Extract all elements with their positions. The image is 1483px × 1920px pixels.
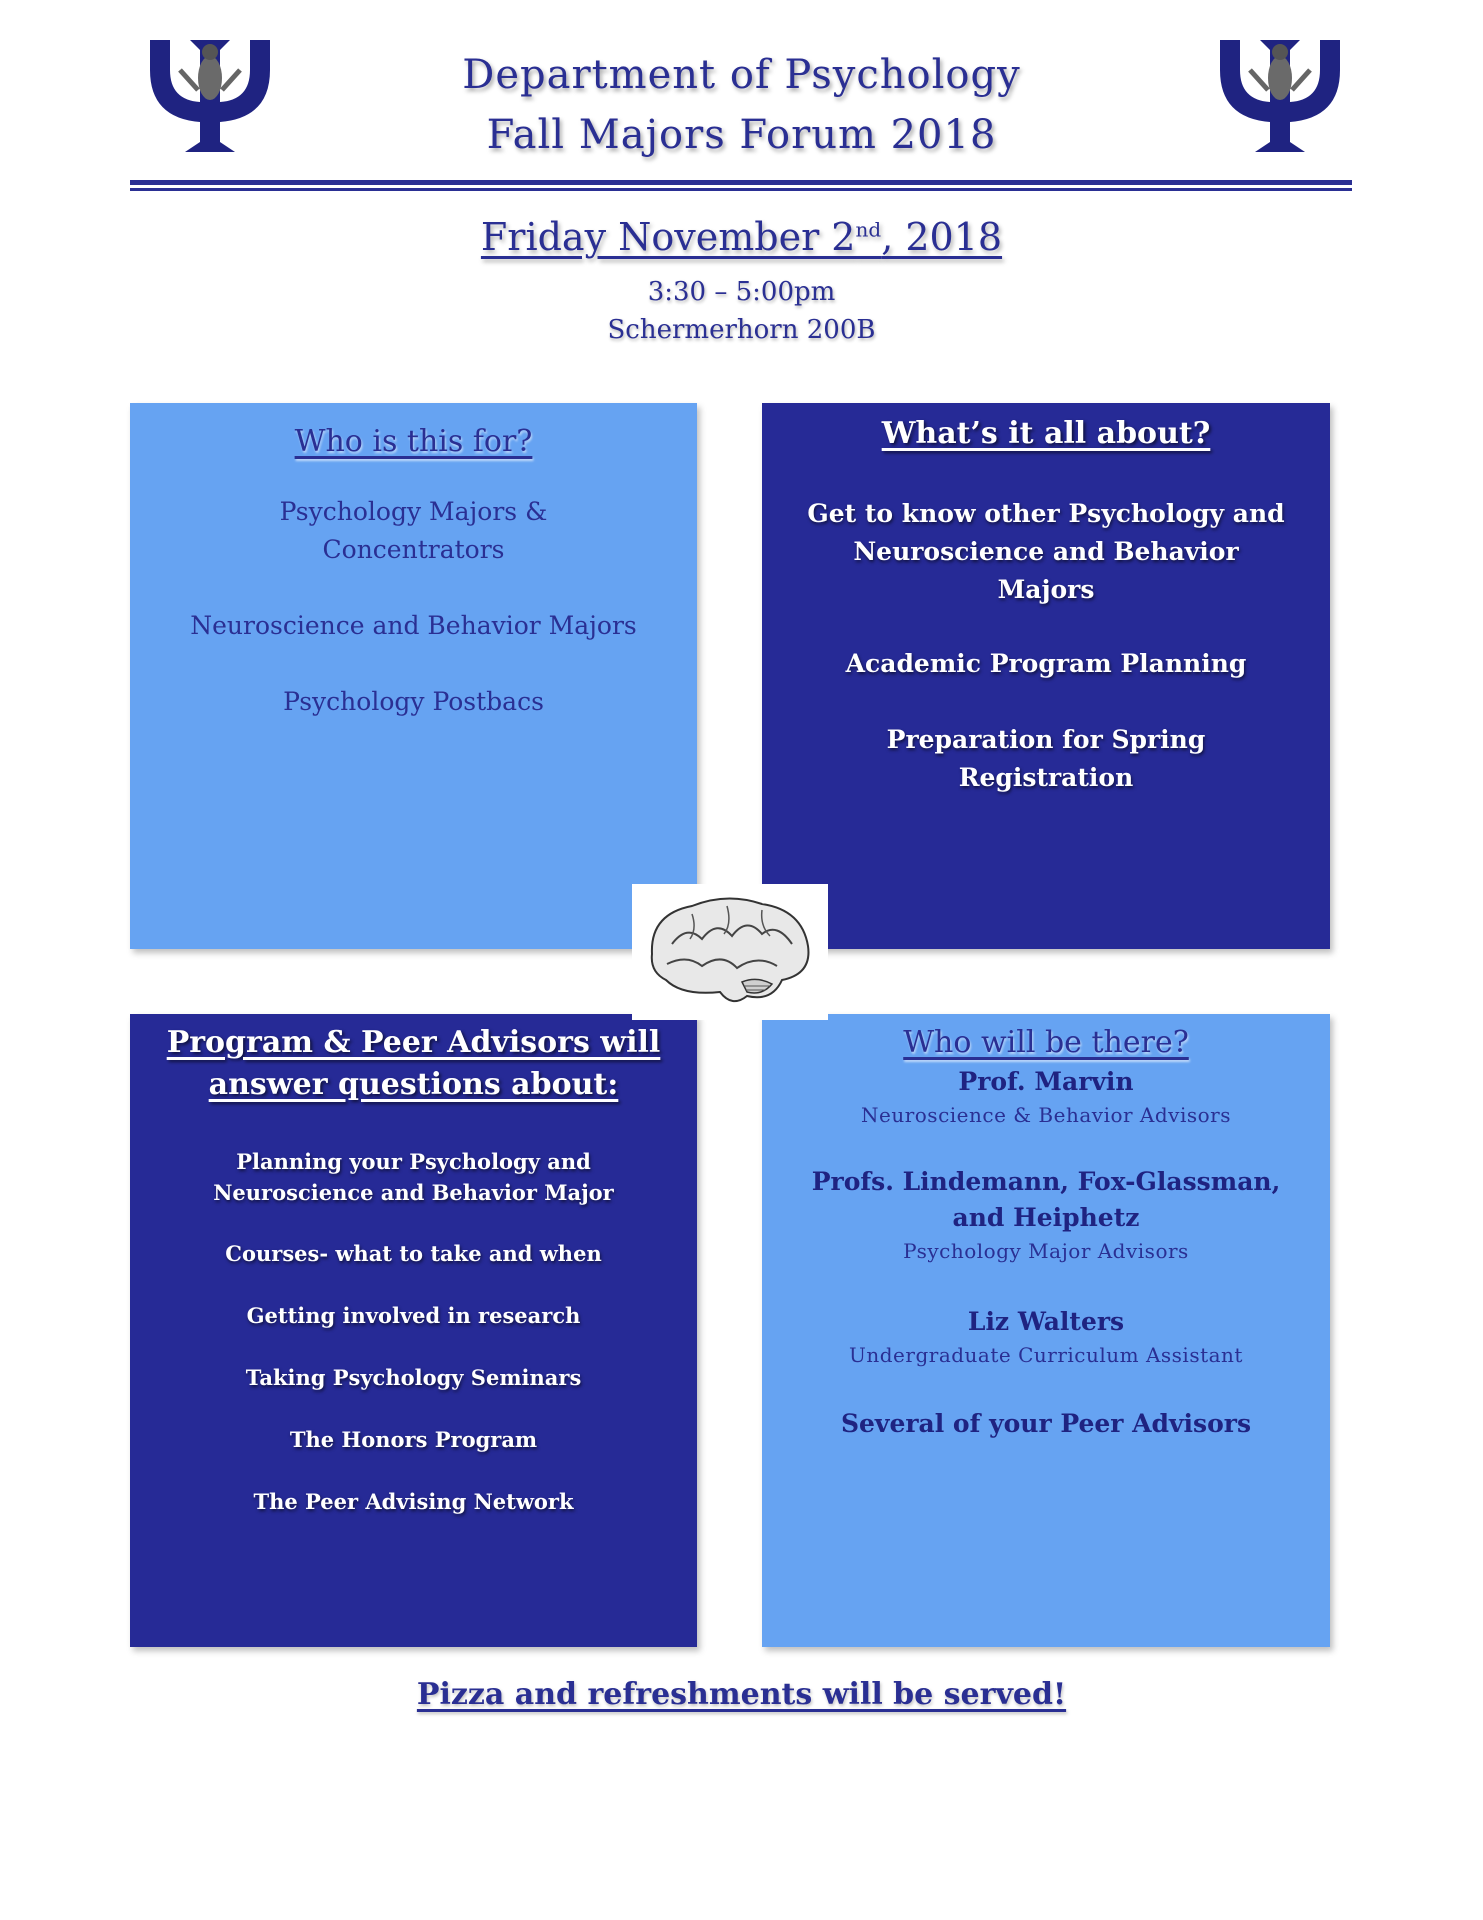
advisors-item: The Peer Advising Network bbox=[253, 1489, 574, 1514]
header-divider bbox=[130, 180, 1352, 185]
event-date-suffix: nd bbox=[855, 217, 882, 242]
person-role: Psychology Major Advisors bbox=[903, 1239, 1189, 1263]
advisors-item: The Honors Program bbox=[289, 1427, 538, 1452]
about-title: What’s it all about? bbox=[881, 416, 1211, 451]
advisors-item: Planning your Psychology and Neuroscience and Behavior Major bbox=[213, 1149, 614, 1205]
header-title-line2: Fall Majors Forum 2018 bbox=[486, 112, 997, 158]
header-title-line1: Department of Psychology bbox=[462, 52, 1021, 98]
advisors-panel bbox=[130, 1014, 697, 1647]
event-room: Schermerhorn 200B bbox=[607, 315, 876, 345]
header-divider-thin bbox=[130, 188, 1352, 191]
event-date bbox=[0, 215, 1483, 259]
who-for-item: Psychology Majors & Concentrators bbox=[279, 497, 548, 564]
person-name: Liz Walters bbox=[967, 1307, 1125, 1336]
footer-note: Pizza and refreshments will be served! bbox=[416, 1677, 1067, 1712]
person-role: Undergraduate Curriculum Assistant bbox=[849, 1343, 1243, 1367]
about-item: Preparation for Spring Registration bbox=[886, 725, 1206, 792]
person-role: Neuroscience & Behavior Advisors bbox=[860, 1103, 1231, 1127]
who-there-title: Who will be there? bbox=[903, 1025, 1189, 1060]
about-item: Get to know other Psychology and Neuroscience and Behavior Majors bbox=[807, 499, 1285, 604]
person-name: Profs. Lindemann, Fox-Glassman, and Heiphetz bbox=[811, 1167, 1281, 1232]
event-date-main: Friday November 2 bbox=[480, 215, 856, 259]
advisors-item: Taking Psychology Seminars bbox=[245, 1365, 582, 1390]
person-name: Prof. Marvin bbox=[958, 1067, 1134, 1096]
about-panel bbox=[762, 403, 1330, 949]
about-item: Academic Program Planning bbox=[845, 649, 1247, 678]
brain-icon bbox=[632, 884, 828, 1020]
brain-image-frame bbox=[632, 884, 828, 1020]
who-for-panel bbox=[130, 403, 697, 949]
who-for-item: Psychology Postbacs bbox=[283, 687, 544, 716]
who-there-panel bbox=[762, 1014, 1330, 1647]
advisors-title-line2: answer questions about: bbox=[208, 1067, 619, 1102]
event-time: 3:30 – 5:00pm bbox=[647, 277, 836, 307]
event-date-year: , 2018 bbox=[881, 215, 1003, 259]
advisors-item: Courses- what to take and when bbox=[225, 1241, 602, 1266]
who-for-item: Neuroscience and Behavior Majors bbox=[190, 611, 637, 640]
who-for-title: Who is this for? bbox=[294, 424, 533, 459]
advisors-item: Getting involved in research bbox=[246, 1303, 581, 1328]
person-name: Several of your Peer Advisors bbox=[840, 1409, 1252, 1438]
advisors-title-line1: Program & Peer Advisors will bbox=[166, 1025, 661, 1060]
